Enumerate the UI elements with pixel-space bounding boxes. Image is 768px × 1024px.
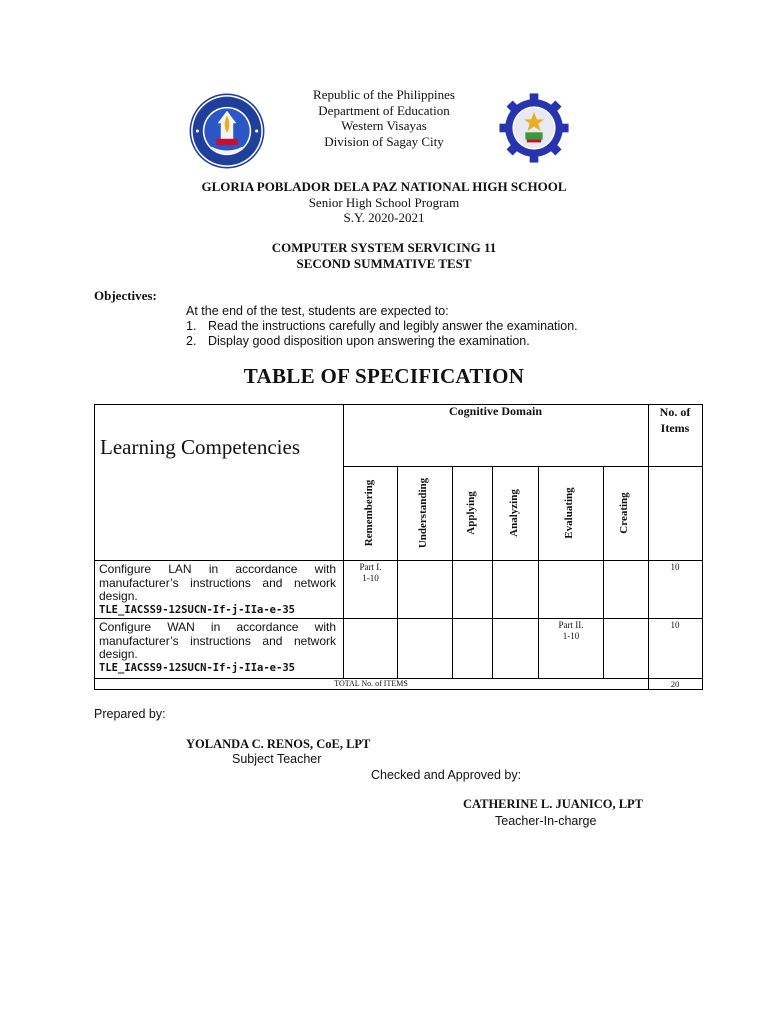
item-placement (344, 562, 397, 584)
objective-text: Read the instructions carefully and legibly answer the examination. (208, 319, 578, 333)
preparer-role: Subject Teacher (232, 752, 322, 766)
objective-number: 2. (186, 334, 197, 348)
approver-role: Teacher-In-charge (495, 814, 597, 828)
approver-name: CATHERINE L. JUANICO, LPT (463, 797, 643, 811)
objective-number: 1. (186, 319, 197, 333)
part-label: Part I. (359, 562, 382, 572)
objective-item (186, 319, 578, 333)
domain-evaluating: Evaluating (563, 487, 575, 539)
part-label: Part II. (558, 620, 584, 630)
test-title: SECOND SUMMATIVE TEST (296, 255, 472, 271)
items-heading-line: No. of (659, 405, 691, 419)
test-block (0, 240, 768, 271)
objectives-label: Objectives: (94, 288, 157, 303)
objective-item (186, 334, 530, 348)
items-heading-line: Items (660, 421, 690, 435)
total-value: 20 (670, 679, 680, 689)
competency-text: Configure LAN in accordance with manufacturer’s instructions and network design. (99, 562, 336, 603)
tos-title: TABLE OF SPECIFICATION (243, 364, 525, 388)
part-range: 1-10 (362, 573, 379, 583)
domain-remembering: Remembering (363, 479, 375, 547)
approved-by-label: Checked and Approved by: (371, 768, 522, 782)
cognitive-domain-heading: Cognitive Domain (449, 404, 542, 418)
agency-header (0, 87, 768, 149)
test-subject: COMPUTER SYSTEM SERVICING 11 (271, 240, 497, 255)
competencies-heading: Learning Competencies (100, 435, 301, 459)
part-range: 1-10 (562, 631, 580, 641)
domain-applying: Applying (465, 491, 477, 535)
school-block (0, 179, 768, 226)
header-line: Republic of the Philippines (313, 87, 455, 102)
domain-understanding: Understanding (417, 477, 429, 549)
header-line: Department of Education (318, 102, 450, 118)
competency-row-wan (99, 621, 336, 675)
header-line: Western Visayas (341, 118, 427, 133)
header-line: Division of Sagay City (324, 133, 444, 149)
competency-text: Configure WAN in accordance with manufacturer’s instructions and network design. (99, 620, 336, 661)
school-name: GLORIA POBLADOR DELA PAZ NATIONAL HIGH SCHOOL (201, 179, 567, 194)
objectives-intro: At the end of the test, students are expected to: (186, 304, 449, 318)
competency-code: TLE_IACSS9-12SUCN-If-j-IIa-e-35 (99, 661, 295, 674)
objective-text: Display good disposition upon answering the examination. (208, 334, 530, 348)
prepared-by-label: Prepared by: (94, 707, 166, 721)
school-year: S.Y. 2020-2021 (343, 210, 425, 225)
competency-row-lan (99, 563, 336, 617)
item-placement (539, 620, 603, 642)
total-label: TOTAL No. of ITEMS (334, 679, 408, 688)
preparer-name: YOLANDA C. RENOS, CoE, LPT (186, 737, 371, 751)
items-heading (648, 404, 702, 436)
item-count: 10 (670, 620, 680, 630)
school-program: Senior High School Program (308, 194, 460, 210)
item-count: 10 (670, 562, 680, 572)
domain-creating: Creating (618, 492, 630, 534)
domain-analyzing: Analyzing (508, 489, 520, 537)
competency-code: TLE_IACSS9-12SUCN-If-j-IIa-e-35 (99, 603, 295, 616)
